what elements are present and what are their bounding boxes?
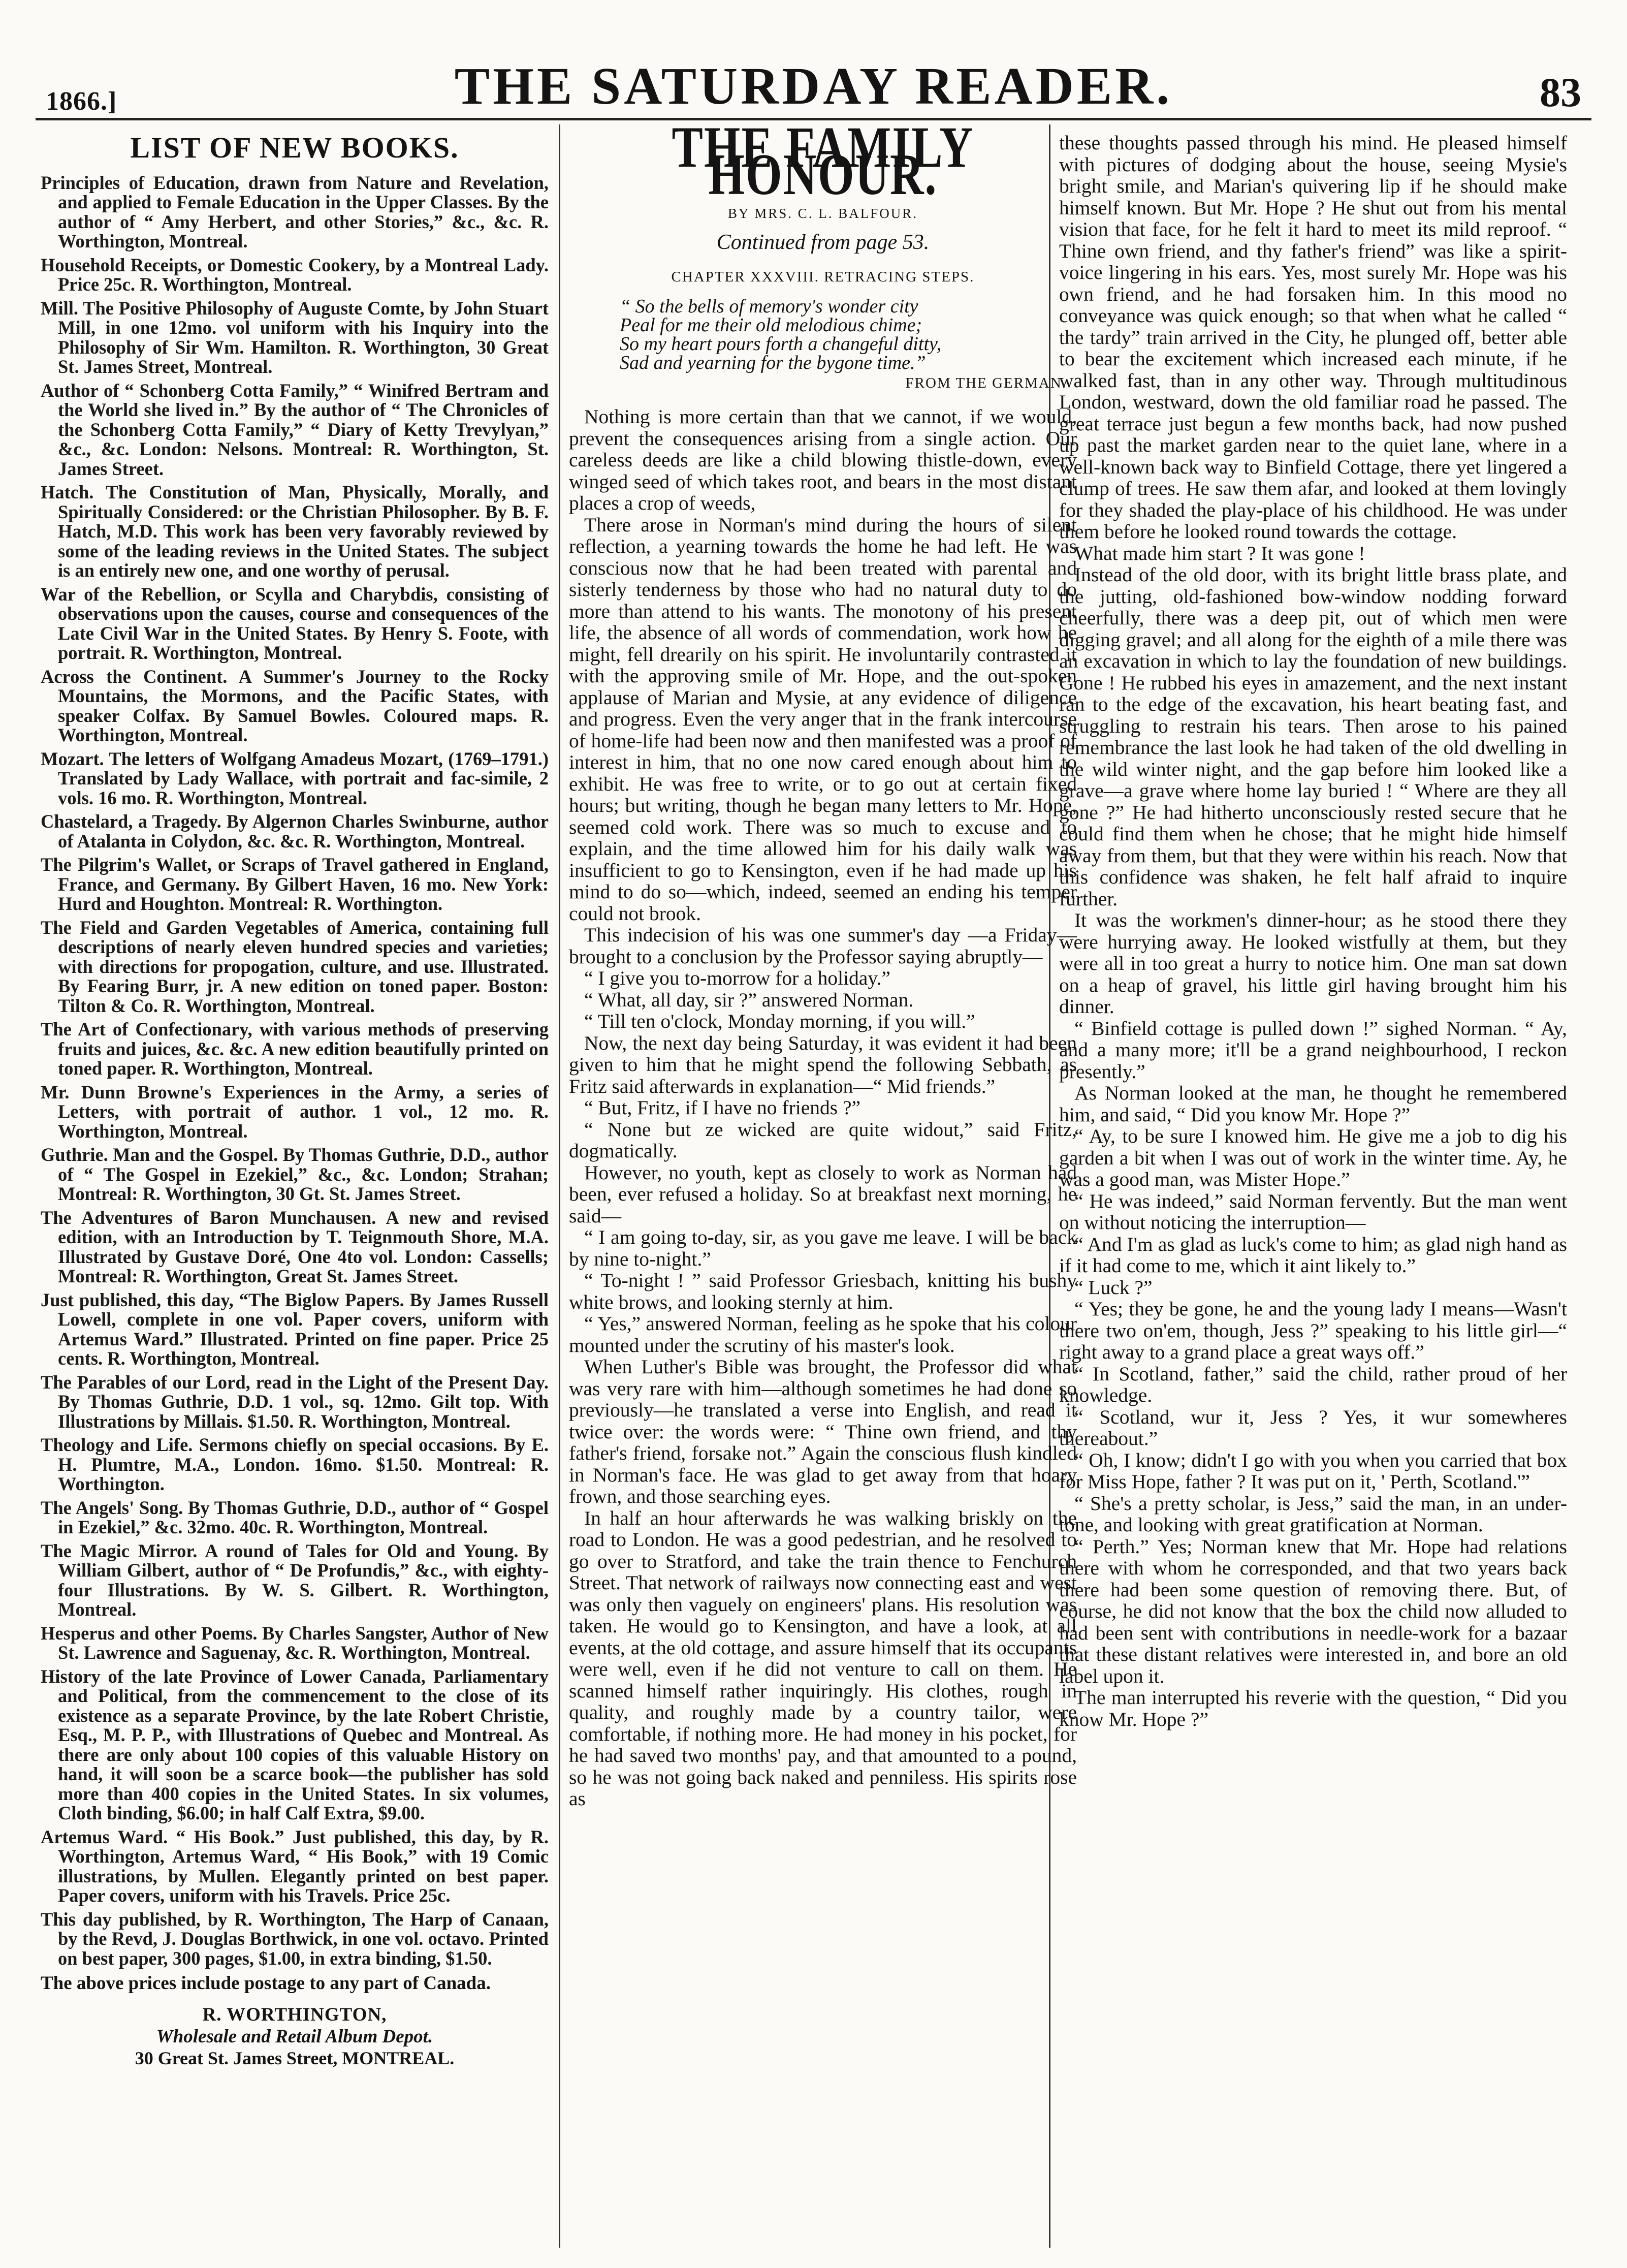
story-paragraph: “ Yes; they be gone, he and the young lady I means—Wasn't there two on'em, though, Jess ?” speaking to his little girl—“ right away to a grand place a great ways off.” (1059, 1298, 1567, 1363)
story-paragraph: The man interrupted his reverie with the question, “ Did you know Mr. Hope ?” (1059, 1686, 1567, 1730)
story-paragraph: “ None but ze wicked are quite widout,” said Fritz, dogmatically. (569, 1118, 1077, 1162)
books-column (41, 132, 549, 2069)
book-entry: Mr. Dunn Browne's Experiences in the Army, a series of Letters, with portrait of author. 1 vol., 12 mo. R. Worthington, Montreal. (41, 1081, 549, 1142)
book-entry: The Parables of our Lord, read in the Light of the Present Day. By Thomas Guthrie, D.D. 1 vol., sq. 12mo. Gilt top. With Illustrations by Millais. $1.50. R. Worthington, Montreal. (41, 1371, 549, 1432)
publisher-address: 30 Great St. James Street, MONTREAL. (135, 2048, 455, 2068)
issue-year: 1866.] (46, 87, 117, 116)
story-paragraph: “ I give you to-morrow for a holiday.” (584, 967, 890, 989)
book-entry: History of the late Province of Lower Canada, Parliamentary and Political, from the commencement to the close of its existence as a separate Province, by the late Robert Christie, Esq., M. P. P., with Illustrations of Quebec and Montreal. As there are only about 100 copies of this valuable History on hand, it will soon be a scarce book—the publisher has sold more than 400 copies in the United States. In six volumes, Cloth binding, $6.00; in half Calf Extra, $9.00. (41, 1665, 549, 1823)
poem-source: FROM THE GERMAN. (905, 374, 1067, 391)
story-column-continued (1059, 132, 1567, 1730)
book-entry: Mill. The Positive Philosophy of Auguste Comte, by John Stuart Mill, in one 12mo. vol uniform with his Inquiry into the Philosophy of Sir Wm. Hamilton. R. Worthington, 30 Great St. James Street, Montreal. (41, 297, 549, 377)
story-paragraph: As Norman looked at the man, he thought he remembered him, and said, “ Did you know Mr. Hope ?” (1059, 1082, 1567, 1126)
story-paragraph: It was the workmen's dinner-hour; as he stood there they were hurrying away. He looked wistfully at them, but they were all in too great a hurry to notice him. One man sat down on a heap of gravel, his little girl having brought him his dinner. (1059, 909, 1567, 1018)
book-entry: The Magic Mirror. A round of Tales for Old and Young. By William Gilbert, author of “ De Profundis,” &c., with eighty-four Illustrations. By W. S. Gilbert. R. Worthington, Montreal. (41, 1540, 549, 1620)
story-paragraph: There arose in Norman's mind during the hours of silent reflection, a yearning towards the home he had left. He was conscious now that he had been treated with parental and sisterly tenderness by those who had no natural duty to do more than attend to his wants. The monotony of his present life, the absence of all words of commendation, work how he might, fell drearily on his spirit. He involuntarily contrasted it with the approving smile of Mr. Hope, and the out-spoken applause of Marian and Mysie, at any evidence of diligence and progress. Even the very anger that in the frank intercourse of home-life had been now and then manifested was a proof of interest in him, that no one now cared enough about him to exhibit. He was free to write, or to go out at certain fixed hours; but writing, though he began many letters to Mr. Hope, seemed cold work. There was so much to excuse and to explain, and the time allowed him for his daily walk was insufficient to go to Kensington, even if he had made up his mind to do so—which, indeed, seemed an ending his temper could not brook. (569, 513, 1077, 925)
column-rule (559, 124, 560, 2248)
book-entry: Mozart. The letters of Wolfgang Amadeus Mozart, (1769–1791.) Translated by Lady Wallace, with portrait and fac-simile, 2 vols. 16 mo. R. Worthington, Montreal. (41, 748, 549, 808)
story-paragraph: Instead of the old door, with its bright little brass plate, and the jutting, old-fashioned bow-window nodding forward cheerfully, there was a deep pit, out of which men were digging gravel; and all along for the eighth of a mile there was an excavation in which to lay the foundation of new buildings. Gone ! He rubbed his eyes in amazement, and the next instant ran to the edge of the excavation, his heart beating fast, and struggling to restrain his tears. Then arose to his pained remembrance the last look he had taken of the old dwelling in the wild winter night, and the gap before him looked like a grave—a grave where home lay buried ! “ Where are they all gone ?” He had hitherto unconsciously rested secure that he could find them when he chose; that he might hide himself away from them, but that they were within his reach. Now that this confidence was shaken, he felt half afraid to inquire further. (1059, 563, 1567, 910)
book-entry: Across the Continent. A Summer's Journey to the Rocky Mountains, the Mormons, and the Pacific States, with speaker Colfax. By Samuel Bowles. Coloured maps. R. Worthington, Montreal. (41, 666, 549, 745)
chapter-heading: CHAPTER XXXVIII. RETRACING STEPS. (671, 269, 975, 285)
book-entry: The Pilgrim's Wallet, or Scraps of Travel gathered in England, France, and Germany. By Gilbert Haven, 16 mo. New York: Hurd and Houghton. Montreal: R. Worthington. (41, 854, 549, 914)
story-paragraph: “ Till ten o'clock, Monday morning, if you will.” (584, 1010, 975, 1032)
story-paragraph: “ Luck ?” (1074, 1276, 1153, 1299)
book-entry: Principles of Education, drawn from Nature and Revelation, and applied to Female Education in the Upper Classes. By the author of “ Amy Herbert, and other Stories,” &c., &c. R. Worthington, Montreal. (41, 172, 549, 251)
story-paragraph: “ Binfield cottage is pulled down !” sighed Norman. “ Ay, and a many more; it'll be a grand neighbourhood, I reckon presently.” (1059, 1017, 1567, 1083)
story-paragraph: However, no youth, kept as closely to work as Norman had been, ever refused a holiday. So at breakfast next morning, he said— (569, 1161, 1077, 1227)
story-paragraph: Now, the next day being Saturday, it was evident it had been given to him that he might spend the following Sebbath, as Fritz said afterwards in explanation—“ Mid friends.” (569, 1031, 1077, 1097)
books-heading: LIST OF NEW BOOKS. (130, 131, 459, 164)
book-entry: Hatch. The Constitution of Man, Physically, Morally, and Spiritually Considered: or the Christian Philosopher. By B. F. Hatch, M.D. This work has been very favorably reviewed by some of the leading reviews in the United States. The subject is an entirely new one, and one worthy of perusal. (41, 482, 549, 581)
poem-line: Sad and yearning for the bygone time.” (620, 352, 926, 373)
story-paragraph: “ To-night ! ” said Professor Griesbach, knitting his bushy white brows, and looking sternly at him. (569, 1269, 1077, 1313)
story-paragraph: “ But, Fritz, if I have no friends ?” (584, 1096, 861, 1119)
epigraph-poem (569, 297, 1077, 372)
prices-note: The above prices include postage to any part of Canada. (41, 1973, 491, 1994)
book-entry: Household Receipts, or Domestic Cookery, by a Montreal Lady. Price 25c. R. Worthington, Montreal. (41, 254, 549, 295)
story-paragraph: Nothing is more certain than that we cannot, if we would, prevent the consequences arising from a single action. Our careless deeds are like a child blowing thistle-down, every winged seed of which takes root, and bears in the most distant places a crop of weeds, (569, 405, 1077, 514)
story-paragraph: these thoughts passed through his mind. He pleased himself with pictures of dodging about the house, seeing Mysie's bright smile, and Marian's quivering lip if he should make himself known. But Mr. Hope ? He shut out from his mental vision that face, for he felt it hard to meet its mild reproof. “ Thine own friend, and thy father's friend” was like a spirit-voice lingering in his ears. Yes, most surely Mr. Hope was his own friend, and he had forsaken him. In this mood no conveyance was quick enough; so that when what he called “ the tardy” train arrived in the City, he plunged off, better able to bear the excitement which increased each minute, if he walked fast, than in any other way. Through multitudinous London, westward, down the old familiar road he passed. The great terrace just begun a few months back, had now pushed up past the market garden near to the quiet lane, where in a well-known back way to Binfield Cottage, there yet lingered a clump of trees. He saw them afar, and looked at them lovingly for they shaded the play-place of his childhood. He was under them before he looked round towards the cottage. (1059, 132, 1567, 543)
story-paragraph: “ Yes,” answered Norman, feeling as he spoke that his colour mounted under the scrutiny of his master's look. (569, 1312, 1077, 1357)
story-paragraph: “ He was indeed,” said Norman fervently. But the man went on without noticing the interruption— (1059, 1189, 1567, 1234)
story-paragraph: What made him start ? It was gone ! (1074, 542, 1365, 564)
poem-line: Peal for me their old melodious chime; (620, 314, 922, 336)
story-title: THE FAMILY HONOUR. (672, 114, 974, 207)
story-text (569, 406, 1077, 1810)
story-paragraph: In half an hour afterwards he was walking briskly on the road to London. He was a good pedestrian, and he resolved to go over to Stratford, and take the train thence to Fenchurch Street. That network of railways now connecting east and west was only then vaguely on engineers' plans. His resolution was taken. He would go to Kensington, and have a look, at all events, at the old cottage, and assure himself that its occupants were well, even if he did not venture to call on them. He scanned himself rather inquiringly. His clothes, rough in quality, and roughly made by a country tailor, were comfortable, if nothing more. He had money in his pocket, for he had saved two months' pay, and that amounted to a pound, so he was not going back naked and penniless. His spirits rose as (569, 1506, 1077, 1810)
book-entry: Artemus Ward. “ His Book.” Just published, this day, by R. Worthington, Artemus Ward, “ His Book,” with 19 Comic illustrations, by Mullen. Elegantly printed on best paper. Paper covers, uniform with his Travels. Price 25c. (41, 1826, 549, 1906)
story-paragraph: When Luther's Bible was brought, the Professor did what was very rare with him—although sometimes he had done so previously—he translated a verse into English, and read it twice over: the words were: “ Thine own friend, and thy father's friend, forsake not.” Again the conscious flush kindled in Norman's face. He was glad to get away from that hoary frown, and those searching eyes. (569, 1356, 1077, 1507)
story-column (569, 114, 1077, 1810)
book-entry: War of the Rebellion, or Scylla and Charybdis, consisting of observations upon the causes, course and consequences of the Late Civil War in the United States. By Henry S. Foote, with portrait. R. Worthington, Montreal. (41, 583, 549, 663)
story-paragraph: This indecision of his was one summer's day —a Friday—brought to a conclusion by the Professor saying abruptly— (569, 924, 1077, 968)
book-entry: This day published, by R. Worthington, The Harp of Canaan, by the Revd, J. Douglas Borthwick, in one vol. octavo. Printed on best paper, 300 pages, $1.00, in extra binding, $1.50. (41, 1908, 549, 1969)
story-paragraph: “ And I'm as glad as luck's come to him; as glad nigh hand as if it had come to me, which it aint likely to.” (1059, 1233, 1567, 1277)
story-paragraph: “ What, all day, sir ?” answered Norman. (584, 988, 914, 1011)
book-entry: Theology and Life. Sermons chiefly on special occasions. By E. H. Plumtre, M.A., London. 16mo. $1.50. Montreal: R. Worthington. (41, 1434, 549, 1494)
story-paragraph: “ Perth.” Yes; Norman knew that Mr. Hope had relations there with whom he corresponded, and that two years back there had been some question of removing there. But, of course, he did not know that the box the child now alluded to had been sent with contributions in needle-work for a bazaar that these distant relatives were interested in, and bore an old label upon it. (1059, 1535, 1567, 1687)
book-entry: The Angels' Song. By Thomas Guthrie, D.D., author of “ Gospel in Ezekiel,” &c. 32mo. 40c. R. Worthington, Montreal. (41, 1497, 549, 1537)
story-paragraph: “ Oh, I know; didn't I go with you when you carried that box for Miss Hope, father ? It was put on it, ' Perth, Scotland.'” (1059, 1448, 1567, 1493)
book-list (41, 173, 549, 1969)
story-author: BY MRS. C. L. BALFOUR. (727, 206, 918, 221)
book-entry: The Adventures of Baron Munchausen. A new and revised edition, with an Introduction by T. Teignmouth Shore, M.A. Illustrated by Gustave Doré, One 4to vol. London: Cassells; Montreal: R. Worthington, Great St. James Street. (41, 1207, 549, 1286)
book-entry: The Art of Confectionary, with various methods of preserving fruits and juices, &c. &c. A new edition beautifully printed on toned paper. R. Worthington, Montreal. (41, 1019, 549, 1079)
poem-line: “ So the bells of memory's wonder city (620, 295, 918, 317)
story-paragraph: “ Ay, to be sure I knowed him. He give me a job to dig his garden a bit when I was out of work in the winter time. Ay, he was a good man, was Mister Hope.” (1059, 1125, 1567, 1190)
publication-title: THE SATURDAY READER. (454, 57, 1173, 115)
book-entry: The Field and Garden Vegetables of America, containing full descriptions of nearly eleven hundred species and varieties; with directions for propogation, culture, and use. Illustrated. By Fearing Burr, jr. A new edition on toned paper. Boston: Tilton & Co. R. Worthington, Montreal. (41, 917, 549, 1016)
story-paragraph: “ She's a pretty scholar, is Jess,” said the man, in an under-tone, and looking with great gratification at Norman. (1059, 1492, 1567, 1536)
masthead (36, 53, 1591, 114)
story-text (1059, 132, 1567, 1730)
story-paragraph: “ Scotland, wur it, Jess ? Yes, it wur somewheres thereabout.” (1059, 1405, 1567, 1450)
book-entry: Hesperus and other Poems. By Charles Sangster, Author of New St. Lawrence and Saguenay, &c. R. Worthington, Montreal. (41, 1622, 549, 1663)
book-entry: Author of “ Schonberg Cotta Family,” “ Winifred Bertram and the World she lived in.” By the author of “ The Chronicles of the Schonberg Cotta Family,” “ Diary of Ketty Trevylyan,” &c., &c. London: Nelsons. Montreal: R. Worthington, St. James Street. (41, 380, 549, 479)
page-number: 83 (1540, 69, 1581, 115)
publisher-signature: R. WORTHINGTON, (202, 2004, 387, 2025)
story-paragraph: “ I am going to-day, sir, as you gave me leave. I will be back by nine to-night.” (569, 1226, 1077, 1270)
book-entry: Chastelard, a Tragedy. By Algernon Charles Swinburne, author of Atalanta in Colydon, &c. &c. R. Worthington, Montreal. (41, 811, 549, 852)
poem-line: So my heart pours forth a changeful ditty, (620, 333, 942, 355)
book-entry: Guthrie. Man and the Gospel. By Thomas Guthrie, D.D., author of “ The Gospel in Ezekiel,” &c., &c. London; Strahan; Montreal: R. Worthington, 30 Gt. St. James Street. (41, 1144, 549, 1204)
publisher-depot: Wholesale and Retail Album Depot. (156, 2026, 433, 2047)
continued-note: Continued from page 53. (716, 230, 930, 254)
story-paragraph: “ In Scotland, father,” said the child, rather proud of her knowledge. (1059, 1362, 1567, 1406)
book-entry: Just published, this day, “The Biglow Papers. By James Russell Lowell, complete in one vol. Paper covers, uniform with Artemus Ward.” Illustrated. Printed on fine paper. Price 25 cents. R. Worthington, Montreal. (41, 1289, 549, 1369)
